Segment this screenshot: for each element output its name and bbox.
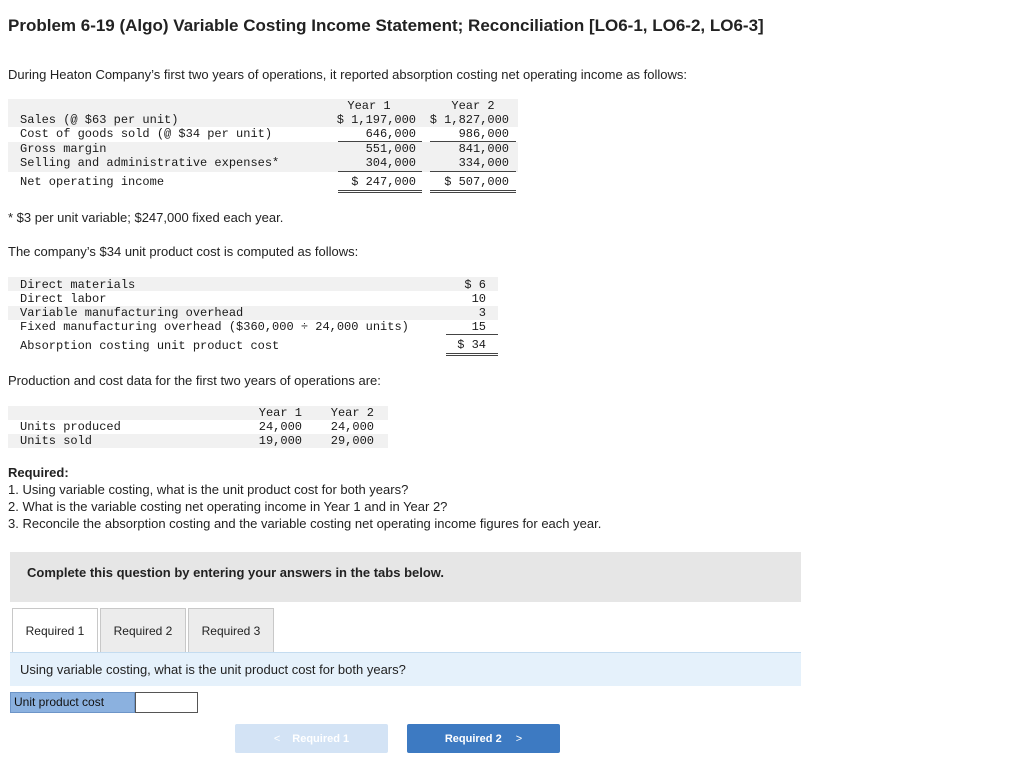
production-row-label: Units sold xyxy=(20,434,93,448)
income-row-y1: $ 247,000 xyxy=(351,175,416,189)
income-row-y1: 304,000 xyxy=(365,156,416,170)
tab-required-3[interactable] xyxy=(188,608,274,653)
tab-label: Required 3 xyxy=(201,623,261,638)
intro-text: During Heaton Company’s first two years of operations, it reported absorption costing net operating income as follows: xyxy=(8,67,688,82)
next-button[interactable] xyxy=(407,724,560,753)
unit-row-label: Variable manufacturing overhead xyxy=(20,306,244,320)
production-intro: Production and cost data for the first two years of operations are: xyxy=(8,373,381,388)
unit-row-value: 3 xyxy=(478,306,486,320)
production-row-y1: 24,000 xyxy=(258,420,302,434)
production-row-y1: 19,000 xyxy=(258,434,302,448)
income-row-label: Gross margin xyxy=(20,142,107,156)
income-row-y2: 841,000 xyxy=(458,142,509,156)
income-year2-header: Year 2 xyxy=(451,99,495,113)
required-item: 1. Using variable costing, what is the unit product cost for both years? xyxy=(8,482,409,497)
question-text: Using variable costing, what is the unit product cost for both years? xyxy=(20,662,406,677)
income-row-label: Net operating income xyxy=(20,175,165,189)
income-year1-header: Year 1 xyxy=(347,99,391,113)
subtotal-rule xyxy=(338,171,422,172)
tab-required-2[interactable] xyxy=(100,608,186,653)
income-row-y1: 551,000 xyxy=(365,142,416,156)
required-section xyxy=(8,464,601,532)
prev-button[interactable] xyxy=(235,724,388,753)
income-row-y1: 646,000 xyxy=(365,127,416,141)
total-double-rule xyxy=(446,353,498,356)
unit-row-value: 15 xyxy=(471,320,486,334)
income-row-y2: $ 507,000 xyxy=(444,175,509,189)
production-row-y2: 24,000 xyxy=(330,420,374,434)
subtotal-rule xyxy=(430,171,516,172)
next-button-label: Required 2 xyxy=(444,732,502,745)
income-row-label: Cost of goods sold (@ $34 per unit) xyxy=(20,127,273,141)
income-row-label: Selling and administrative expenses* xyxy=(20,156,280,170)
income-row-y1: $ 1,197,000 xyxy=(336,113,416,127)
unit-row-label: Direct labor xyxy=(20,292,107,306)
chevron-left-icon: < xyxy=(273,732,281,745)
page-title: Problem 6-19 (Algo) Variable Costing Income Statement; Reconciliation [LO6-1, LO6-2, LO6-3] xyxy=(8,16,764,35)
tab-label: Required 2 xyxy=(113,623,173,638)
unit-product-cost-label: Unit product cost xyxy=(10,692,135,713)
production-year2-header: Year 2 xyxy=(330,406,374,420)
unit-product-cost-input[interactable] xyxy=(135,692,198,713)
unit-row-label: Direct materials xyxy=(20,278,136,292)
prev-button-label: Required 1 xyxy=(292,732,350,745)
unit-row-value: 10 xyxy=(471,292,486,306)
income-row-y2: $ 1,827,000 xyxy=(429,113,509,127)
production-row-label: Units produced xyxy=(20,420,121,434)
unit-row-label: Absorption costing unit product cost xyxy=(20,339,280,353)
required-item: 3. Reconcile the absorption costing and the variable costing net operating income figures for each year. xyxy=(8,516,602,531)
unit-cost-intro: The company’s $34 unit product cost is computed as follows: xyxy=(8,244,359,259)
production-year1-header: Year 1 xyxy=(258,406,302,420)
tab-label: Required 1 xyxy=(25,623,85,638)
footnote: * $3 per unit variable; $247,000 fixed each year. xyxy=(8,210,284,225)
tab-required-1[interactable] xyxy=(12,608,98,653)
unit-row-label: Fixed manufacturing overhead ($360,000 ÷ 24,000 units) xyxy=(20,320,409,334)
total-double-rule xyxy=(430,190,516,193)
subtotal-rule xyxy=(446,334,498,335)
chevron-right-icon: > xyxy=(515,732,523,745)
unit-row-value: $ 34 xyxy=(457,338,486,352)
required-heading: Required: xyxy=(8,465,69,480)
instruction-text: Complete this question by entering your answers in the tabs below. xyxy=(27,565,445,580)
income-row-y2: 334,000 xyxy=(458,156,509,170)
total-double-rule xyxy=(338,190,422,193)
income-row-label: Sales (@ $63 per unit) xyxy=(20,113,179,127)
income-row-y2: 986,000 xyxy=(458,127,509,141)
unit-row-value: $ 6 xyxy=(464,278,486,292)
required-item: 2. What is the variable costing net operating income in Year 1 and in Year 2? xyxy=(8,499,448,514)
production-row-y2: 29,000 xyxy=(330,434,374,448)
